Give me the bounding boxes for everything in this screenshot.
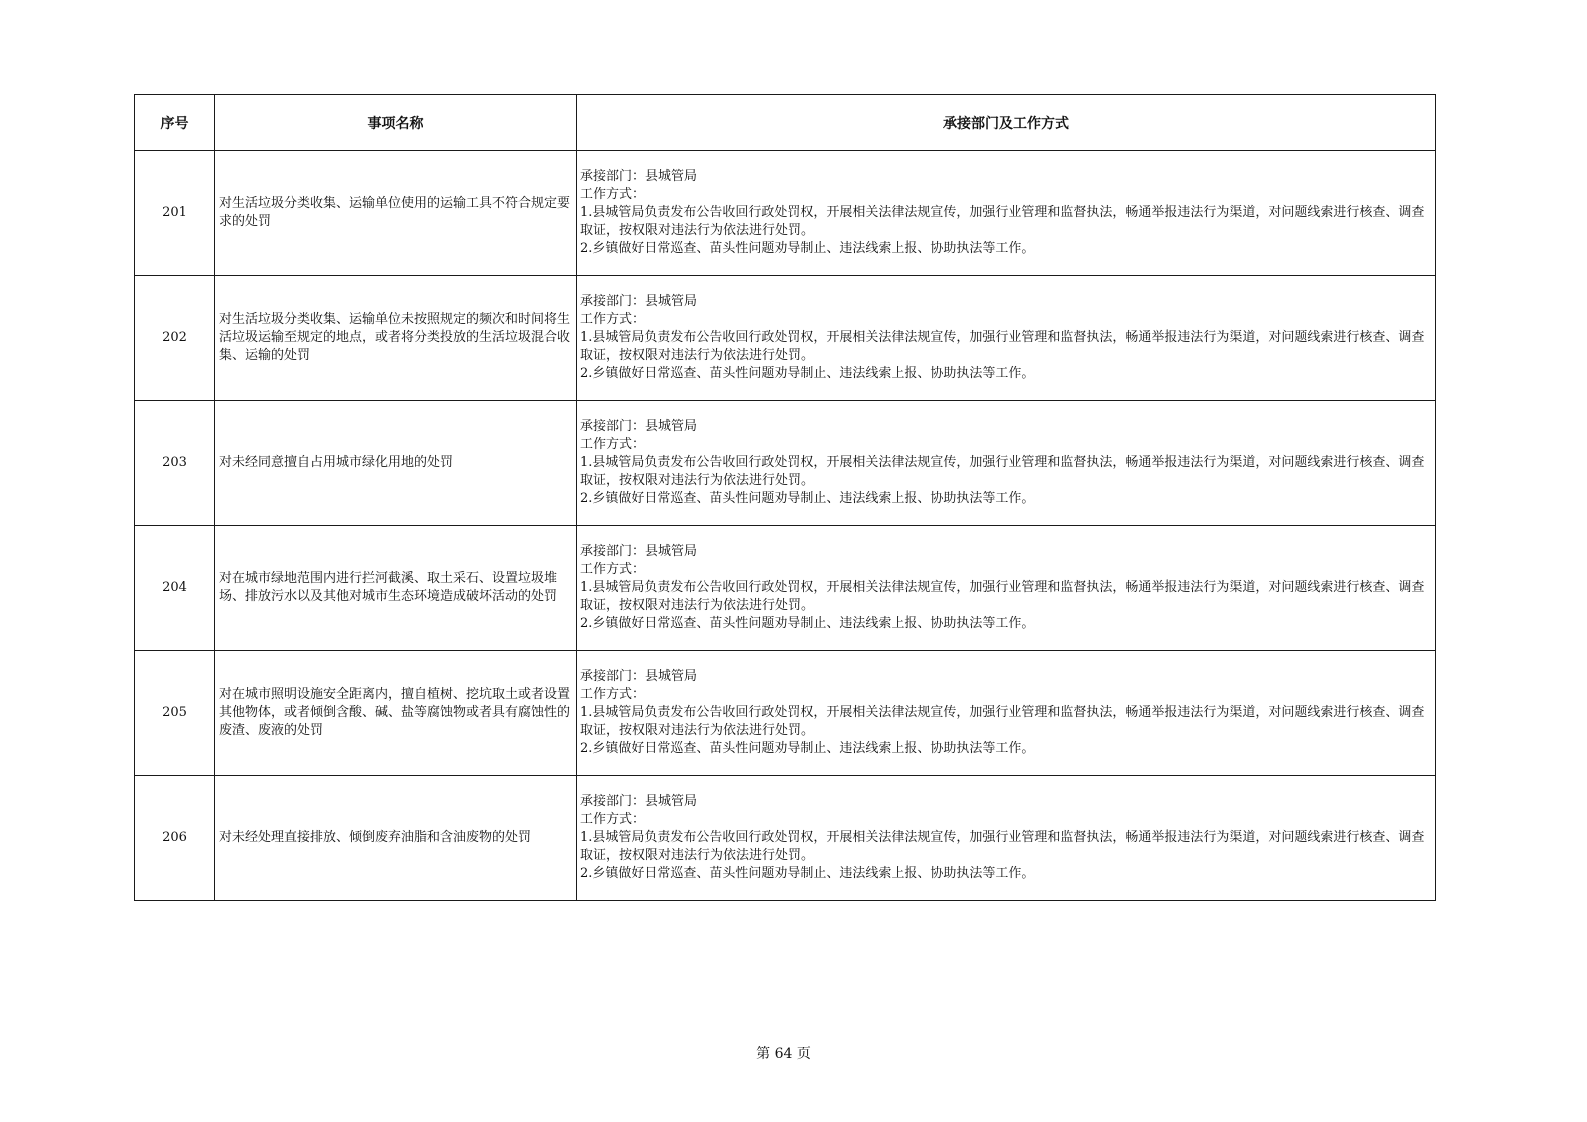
dept-line-method-label: 工作方式：	[580, 437, 646, 452]
row-dept-method	[577, 151, 1436, 276]
dept-line-department: 承接部门：县城管局	[580, 294, 698, 309]
row-matter-name: 对未经处理直接排放、倾倒废弃油脂和含油废物的处罚	[215, 776, 577, 901]
dept-line-item-1: 1.县城管局负责发布公告收回行政处罚权，开展相关法律法规宣传，加强行业管理和监督执法，畅通举报违法行为渠道，对问题线索进行核查、调查取证，按权限对违法行为依法进行处罚。	[580, 205, 1425, 238]
row-seq: 205	[135, 651, 215, 776]
dept-line-item-1: 1.县城管局负责发布公告收回行政处罚权，开展相关法律法规宣传，加强行业管理和监督执法，畅通举报违法行为渠道，对问题线索进行核查、调查取证，按权限对违法行为依法进行处罚。	[580, 330, 1425, 363]
dept-line-item-1: 1.县城管局负责发布公告收回行政处罚权，开展相关法律法规宣传，加强行业管理和监督执法，畅通举报违法行为渠道，对问题线索进行核查、调查取证，按权限对违法行为依法进行处罚。	[580, 580, 1425, 613]
row-matter-name: 对在城市绿地范围内进行拦河截溪、取土采石、设置垃圾堆场、排放污水以及其他对城市生态环境造成破坏活动的处罚	[215, 526, 577, 651]
table-row	[135, 151, 1436, 276]
dept-line-item-1: 1.县城管局负责发布公告收回行政处罚权，开展相关法律法规宣传，加强行业管理和监督执法，畅通举报违法行为渠道，对问题线索进行核查、调查取证，按权限对违法行为依法进行处罚。	[580, 830, 1425, 863]
dept-line-department: 承接部门：县城管局	[580, 794, 698, 809]
row-seq: 202	[135, 276, 215, 401]
dept-line-method-label: 工作方式：	[580, 187, 646, 202]
table-header-row	[135, 95, 1436, 151]
matters-table	[134, 94, 1436, 901]
dept-line-method-label: 工作方式：	[580, 687, 646, 702]
dept-line-item-1: 1.县城管局负责发布公告收回行政处罚权，开展相关法律法规宣传，加强行业管理和监督执法，畅通举报违法行为渠道，对问题线索进行核查、调查取证，按权限对违法行为依法进行处罚。	[580, 455, 1425, 488]
row-seq: 203	[135, 401, 215, 526]
row-dept-method	[577, 651, 1436, 776]
dept-line-item-2: 2.乡镇做好日常巡查、苗头性问题劝导制止、违法线索上报、协助执法等工作。	[580, 741, 1035, 756]
row-matter-name: 对在城市照明设施安全距离内，擅自植树、挖坑取土或者设置其他物体，或者倾倒含酸、碱、盐等腐蚀物或者具有腐蚀性的废渣、废液的处罚	[215, 651, 577, 776]
table-row	[135, 651, 1436, 776]
table-row	[135, 526, 1436, 651]
dept-line-method-label: 工作方式：	[580, 312, 646, 327]
dept-line-item-2: 2.乡镇做好日常巡查、苗头性问题劝导制止、违法线索上报、协助执法等工作。	[580, 491, 1035, 506]
header-name: 事项名称	[215, 95, 577, 151]
row-seq: 201	[135, 151, 215, 276]
dept-line-item-2: 2.乡镇做好日常巡查、苗头性问题劝导制止、违法线索上报、协助执法等工作。	[580, 616, 1035, 631]
table-row	[135, 276, 1436, 401]
dept-line-department: 承接部门：县城管局	[580, 544, 698, 559]
dept-line-item-2: 2.乡镇做好日常巡查、苗头性问题劝导制止、违法线索上报、协助执法等工作。	[580, 241, 1035, 256]
row-matter-name: 对未经同意擅自占用城市绿化用地的处罚	[215, 401, 577, 526]
row-dept-method	[577, 776, 1436, 901]
dept-line-department: 承接部门：县城管局	[580, 669, 698, 684]
dept-line-department: 承接部门：县城管局	[580, 169, 698, 184]
dept-line-method-label: 工作方式：	[580, 562, 646, 577]
dept-line-item-1: 1.县城管局负责发布公告收回行政处罚权，开展相关法律法规宣传，加强行业管理和监督执法，畅通举报违法行为渠道，对问题线索进行核查、调查取证，按权限对违法行为依法进行处罚。	[580, 705, 1425, 738]
dept-line-method-label: 工作方式：	[580, 812, 646, 827]
row-matter-name: 对生活垃圾分类收集、运输单位使用的运输工具不符合规定要求的处罚	[215, 151, 577, 276]
dept-line-item-2: 2.乡镇做好日常巡查、苗头性问题劝导制止、违法线索上报、协助执法等工作。	[580, 366, 1035, 381]
row-matter-name: 对生活垃圾分类收集、运输单位未按照规定的频次和时间将生活垃圾运输至规定的地点，或者将分类投放的生活垃圾混合收集、运输的处罚	[215, 276, 577, 401]
row-dept-method	[577, 526, 1436, 651]
page-number: 第 64 页	[756, 1046, 811, 1062]
dept-line-department: 承接部门：县城管局	[580, 419, 698, 434]
dept-line-item-2: 2.乡镇做好日常巡查、苗头性问题劝导制止、违法线索上报、协助执法等工作。	[580, 866, 1035, 881]
header-seq: 序号	[135, 95, 215, 151]
row-seq: 206	[135, 776, 215, 901]
row-dept-method	[577, 401, 1436, 526]
table-row	[135, 776, 1436, 901]
header-dept: 承接部门及工作方式	[577, 95, 1436, 151]
table-row	[135, 401, 1436, 526]
row-seq: 204	[135, 526, 215, 651]
row-dept-method	[577, 276, 1436, 401]
